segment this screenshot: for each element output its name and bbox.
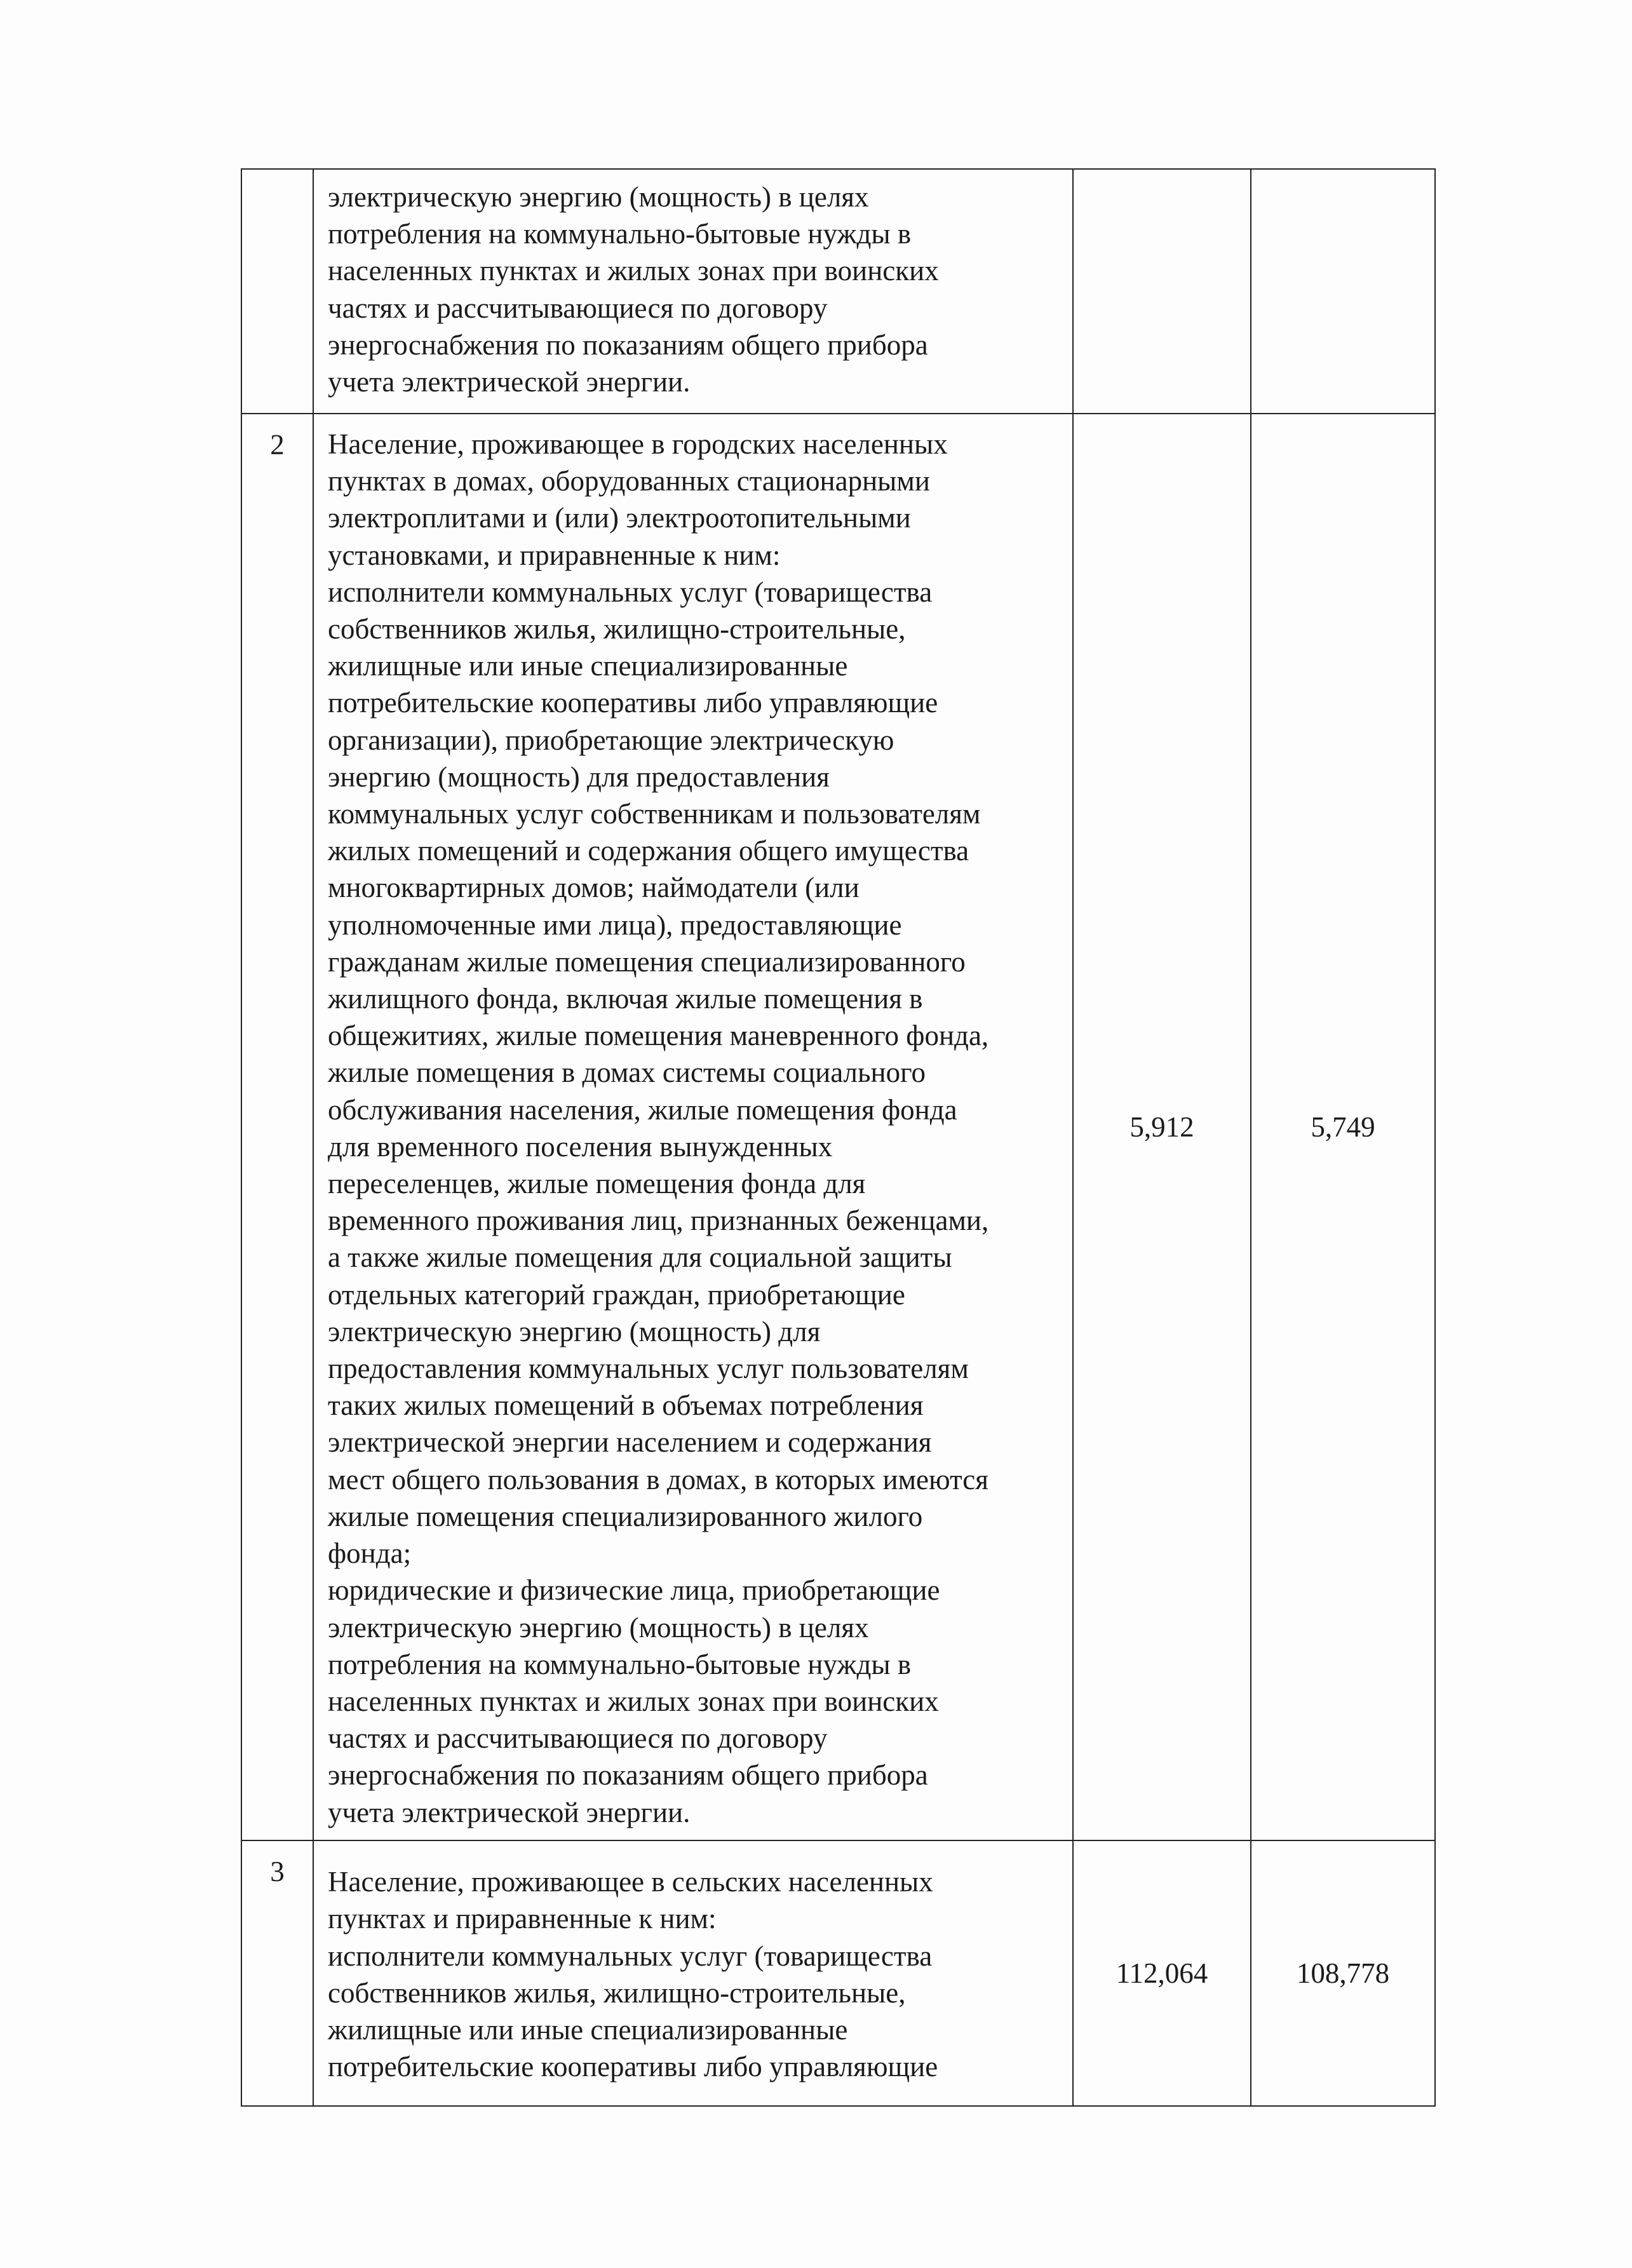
table-row (241, 169, 1435, 414)
description-paragraph: юридические и физические лица, приобретающие электрическую энергию (мощность) в целях потребления на коммунально-бытовые нужды в населенных пунктах и жилых зонах при воинских частях и рассчитывающиеся по договору энергоснабжения по показаниям общего прибора учета электрической энергии. (328, 1574, 940, 1828)
row-number: 2 (241, 414, 313, 1840)
value-cell: 5,912 (1073, 414, 1251, 1840)
description-paragraph: Население, проживающее в городских населенных пунктах в домах, оборудованных стационарными электроплитами и (или) электроотопительными установками, и приравненные к ним: (328, 428, 948, 571)
value-cell: 108,778 (1251, 1840, 1435, 2106)
value-cell (1251, 169, 1435, 414)
row-description (313, 169, 1073, 414)
tariff-table (241, 168, 1436, 2107)
description-paragraph: Население, проживающее в сельских населенных пунктах и приравненные к ним: (328, 1866, 933, 1935)
value-cell: 112,064 (1073, 1840, 1251, 2106)
row-description (313, 414, 1073, 1840)
description-paragraph: электрическую энергию (мощность) в целях потребления на коммунально-бытовые нужды в населенных пунктах и жилых зонах при воинских частях и рассчитывающиеся по договору энергоснабжения по показаниям общего прибора учета электрической энергии. (328, 180, 939, 398)
row-number (241, 169, 313, 414)
row-description (313, 1840, 1073, 2106)
row-number: 3 (241, 1840, 313, 2106)
table-row (241, 414, 1435, 1840)
value-cell: 5,749 (1251, 414, 1435, 1840)
description-paragraph: исполнители коммунальных услуг (товарищества собственников жилья, жилищно-строительные, жилищные или иные специализированные потребительские кооперативы либо управляющие (328, 1940, 938, 2083)
value-cell (1073, 169, 1251, 414)
description-paragraph: исполнители коммунальных услуг (товарищества собственников жилья, жилищно-строительные, жилищные или иные специализированные потребительские кооперативы либо управляющие организации), приобретающие электрическую энергию (мощность) для предоставления коммунальных услуг собственникам и пользователям жилых помещений и содержания общего имущества многоквартирных домов; наймодатели (или уполномоченные ими лица), предоставляющие гражданам жилые помещения специализированного жилищного фонда, включая жилые помещения в общежитиях, жилые помещения маневренного фонда, жилые помещения в домах системы социального обслуживания населения, жилые помещения фонда для временного поселения вынужденных переселенцев, жилые помещения фонда для временного проживания лиц, признанных беженцами, а также жилые помещения для социальной защиты отдельных категорий граждан, приобретающие электрическую энергию (мощность) для предоставления коммунальных услуг пользователям таких жилых помещений в объемах потребления электрической энергии населением и содержания мест общего пользования в домах, в которых имеются жилые помещения специализированного жилого фонда; (328, 576, 989, 1570)
table-row (241, 1840, 1435, 2106)
